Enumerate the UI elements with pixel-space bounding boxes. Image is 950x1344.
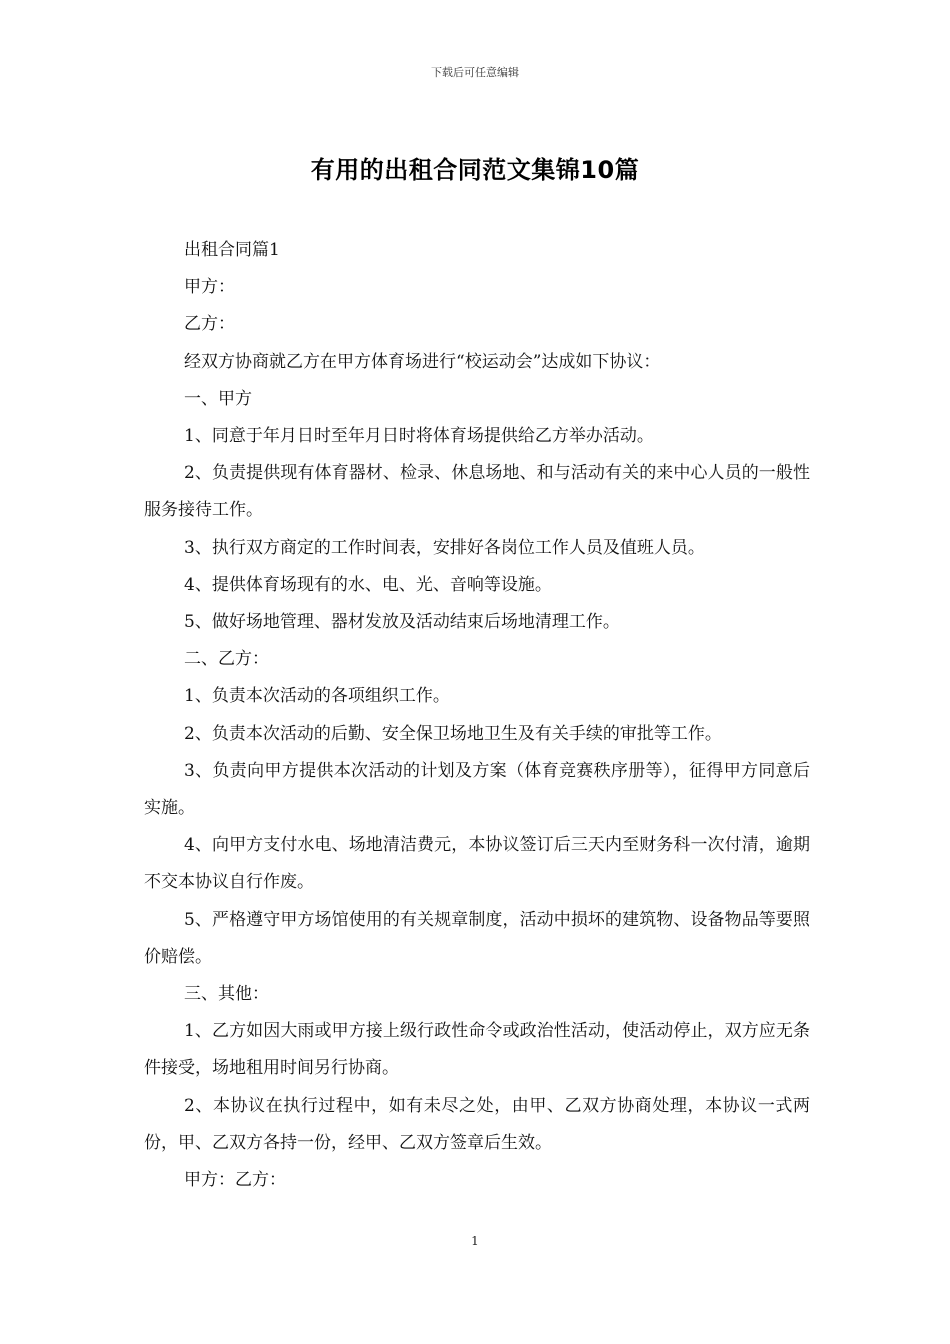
preamble-paragraph: 经双方协商就乙方在甲方体育场进行“校运动会”达成如下协议： bbox=[184, 351, 661, 372]
clause-paragraph: 2、负责本次活动的后勤、安全保卫场地卫生及有关手续的审批等工作。 bbox=[184, 723, 722, 744]
clause-paragraph: 5、做好场地管理、器材发放及活动结束后场地清理工作。 bbox=[184, 612, 620, 633]
clause-heading: 二、乙方： bbox=[184, 649, 269, 670]
document-body bbox=[144, 232, 810, 1199]
clause-paragraph: 3、负责向甲方提供本次活动的计划及方案（体育竞赛秩序册等），征得甲方同意后实施。 bbox=[144, 760, 810, 819]
clause-paragraph: 4、提供体育场现有的水、电、光、音响等设施。 bbox=[184, 574, 552, 595]
section-heading: 出租合同篇1 bbox=[184, 240, 280, 260]
clause-heading: 一、甲方 bbox=[184, 388, 252, 409]
signature-line: 甲方：乙方： bbox=[184, 1170, 286, 1191]
clause-paragraph: 2、负责提供现有体育器材、检录、休息场地、和与活动有关的来中心人员的一般性服务接待工作。 bbox=[144, 463, 810, 521]
clause-paragraph: 1、乙方如因大雨或甲方接上级行政性命令或政治性活动，使活动停止，双方应无条件接受，场地租用时间另行协商。 bbox=[144, 1021, 810, 1079]
clause-paragraph: 3、执行双方商定的工作时间表，安排好各岗位工作人员及值班人员。 bbox=[184, 537, 705, 558]
clause-heading: 三、其他： bbox=[184, 984, 269, 1005]
clause-paragraph: 1、同意于年月日时至年月日时将体育场提供给乙方举办活动。 bbox=[184, 426, 654, 447]
clause-paragraph: 1、负责本次活动的各项组织工作。 bbox=[184, 686, 450, 707]
party-b-line: 乙方： bbox=[184, 314, 235, 335]
document-title: 有用的出租合同范文集锦10篇 bbox=[310, 156, 640, 184]
header-note: 下载后可任意编辑 bbox=[431, 66, 519, 79]
clause-paragraph: 4、向甲方支付水电、场地清洁费元，本协议签订后三天内至财务科一次付清，逾期不交本协议自行作废。 bbox=[144, 835, 810, 893]
page-number: 1 bbox=[471, 1234, 479, 1248]
clause-paragraph: 5、严格遵守甲方场馆使用的有关规章制度，活动中损坏的建筑物、设备物品等要照价赔偿。 bbox=[144, 909, 810, 967]
party-a-line: 甲方： bbox=[184, 277, 235, 298]
clause-paragraph: 2、本协议在执行过程中，如有未尽之处，由甲、乙双方协商处理，本协议一式两份，甲、乙双方各持一份，经甲、乙双方签章后生效。 bbox=[144, 1095, 810, 1153]
